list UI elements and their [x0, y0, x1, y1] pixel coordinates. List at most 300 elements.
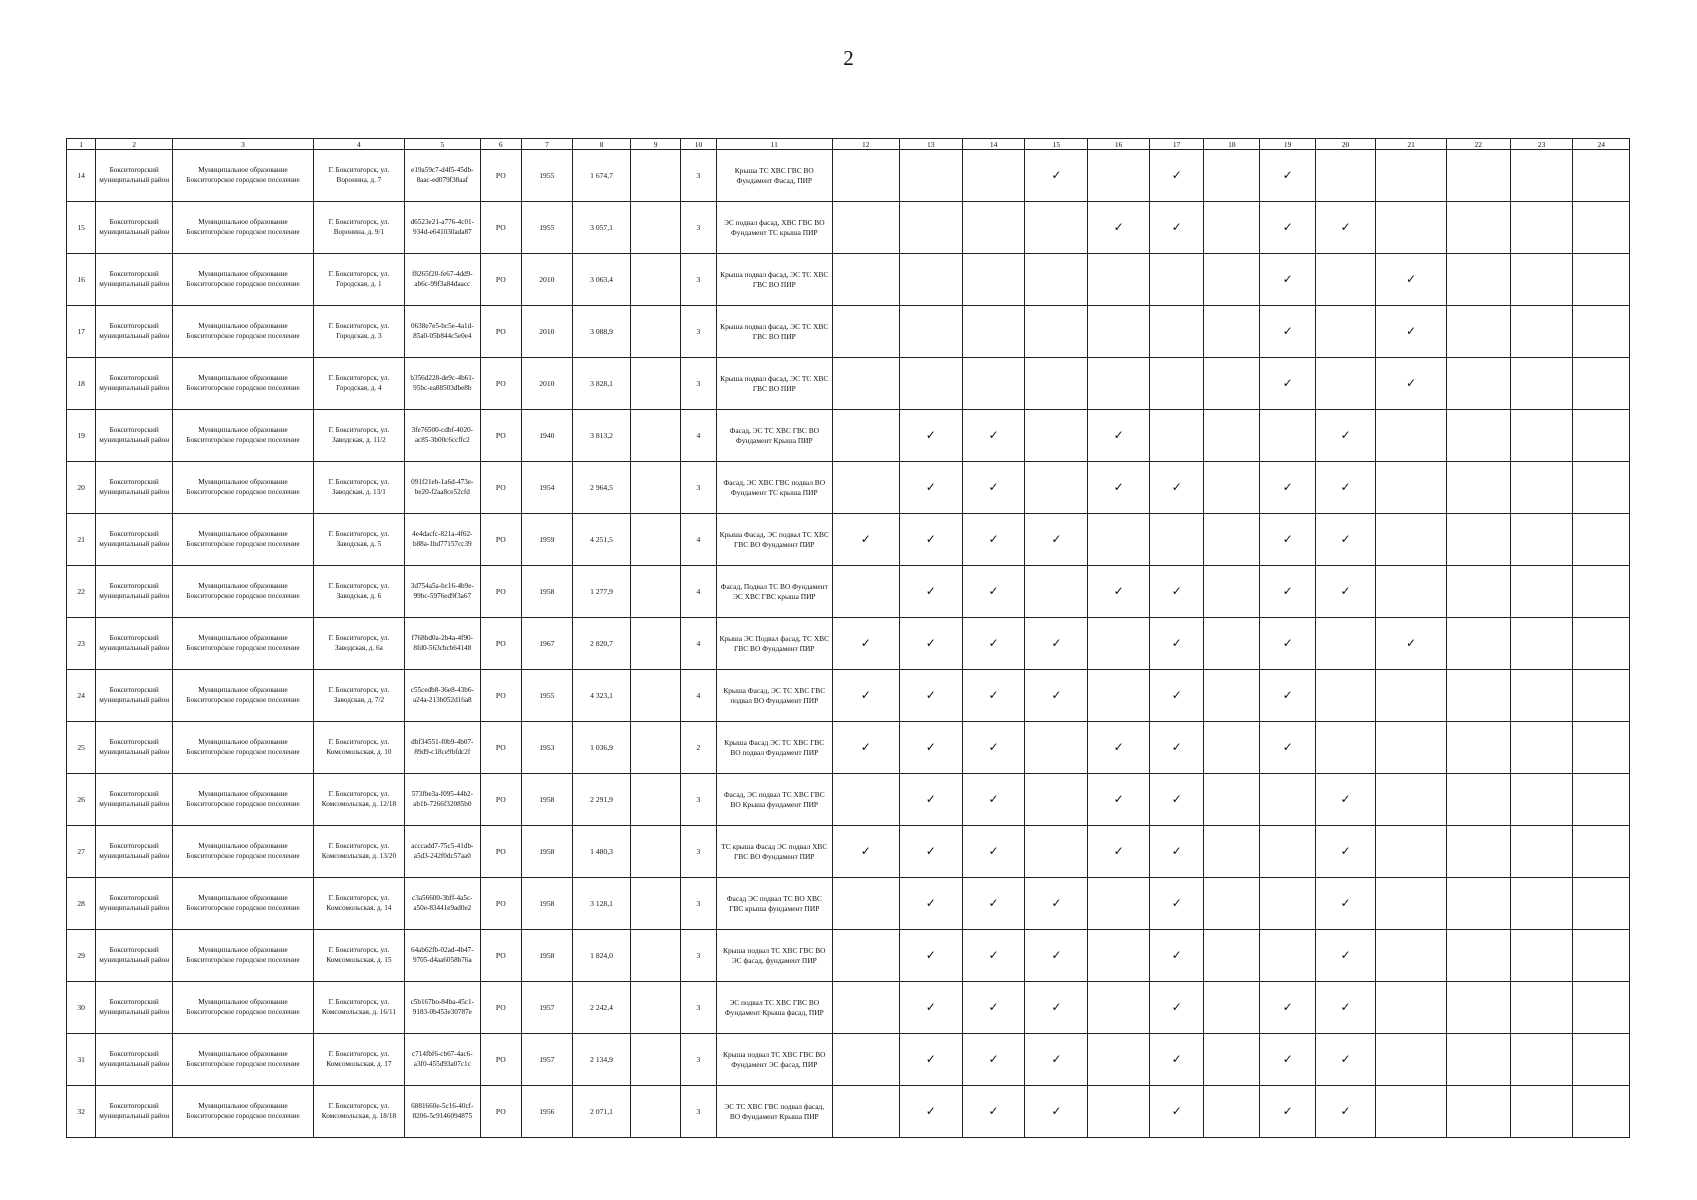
checkmark-cell: ✓ — [962, 566, 1025, 618]
empty-cell — [1510, 826, 1573, 878]
checkmark-cell: ✓ — [832, 722, 899, 774]
building-id-cell: f8265f20-fe67-4dd9-ab6c-99f3a84daacc — [404, 254, 480, 306]
works-cell: Крыша Фасад, ЭС подвал ТС ХВС ГВС ВО Фундамент ПИР — [716, 514, 832, 566]
empty-cell — [1573, 150, 1630, 202]
table-row — [67, 670, 1630, 722]
empty-cell — [1260, 878, 1315, 930]
year-cell: 1957 — [521, 1034, 572, 1086]
col9-cell — [631, 514, 681, 566]
empty-cell — [1204, 462, 1260, 514]
checkmark-cell: ✓ — [832, 670, 899, 722]
ro-cell: РО — [480, 982, 521, 1034]
municipality-cell: Муниципальное образование Бокситогорское городское поселение — [173, 1034, 314, 1086]
col9-cell — [631, 670, 681, 722]
checkmark-cell: ✓ — [899, 878, 962, 930]
row-number: 25 — [67, 722, 96, 774]
col9-cell — [631, 358, 681, 410]
empty-cell — [1204, 618, 1260, 670]
address-cell: Г. Бокситогорск, ул. Комсомольская, д. 14 — [313, 878, 404, 930]
empty-cell — [1510, 722, 1573, 774]
checkmark-cell: ✓ — [1376, 254, 1446, 306]
checkmark-cell: ✓ — [962, 722, 1025, 774]
works-cell: Крыша подвал фасад, ЭС ТС ХВС ГВС ВО ПИР — [716, 358, 832, 410]
table-row — [67, 982, 1630, 1034]
checkmark-cell: ✓ — [1260, 462, 1315, 514]
address-cell: Г. Бокситогорск, ул. Городская, д. 4 — [313, 358, 404, 410]
empty-cell — [1376, 462, 1446, 514]
checkmark-cell: ✓ — [1376, 306, 1446, 358]
empty-cell — [832, 566, 899, 618]
empty-cell — [1204, 1086, 1260, 1138]
count-cell: 3 — [681, 306, 717, 358]
empty-cell — [1204, 202, 1260, 254]
checkmark-cell: ✓ — [1150, 1086, 1204, 1138]
empty-cell — [1573, 826, 1630, 878]
col9-cell — [631, 462, 681, 514]
empty-cell — [832, 358, 899, 410]
empty-cell — [1088, 618, 1150, 670]
col9-cell — [631, 618, 681, 670]
building-id-cell: acccadd7-75c5-41db-a5d3-242f0dc57aa0 — [404, 826, 480, 878]
ro-cell: РО — [480, 202, 521, 254]
empty-cell — [899, 358, 962, 410]
checkmark-cell: ✓ — [1150, 566, 1204, 618]
col9-cell — [631, 306, 681, 358]
empty-cell — [1204, 930, 1260, 982]
checkmark-cell: ✓ — [1150, 722, 1204, 774]
checkmark-cell: ✓ — [962, 774, 1025, 826]
count-cell: 3 — [681, 982, 717, 1034]
address-cell: Г. Бокситогорск, ул. Заводская, д. 6а — [313, 618, 404, 670]
area-cell: 3 828,1 — [572, 358, 630, 410]
empty-cell — [1088, 982, 1150, 1034]
checkmark-cell: ✓ — [1260, 982, 1315, 1034]
works-cell: ЭС ТС ХВС ГВС подвал фасад, ВО Фундамент Крыша ПИР — [716, 1086, 832, 1138]
district-cell: Бокситогорский муниципальный район — [96, 878, 173, 930]
empty-cell — [1446, 566, 1510, 618]
empty-cell — [1204, 358, 1260, 410]
checkmark-cell: ✓ — [899, 1034, 962, 1086]
empty-cell — [1204, 410, 1260, 462]
year-cell: 1958 — [521, 566, 572, 618]
column-header-6: 6 — [480, 139, 521, 150]
header-row — [67, 139, 1630, 150]
empty-cell — [1376, 514, 1446, 566]
col9-cell — [631, 566, 681, 618]
building-id-cell: 091f21eb-1a6d-473e-be20-f2aa8ce52cfd — [404, 462, 480, 514]
count-cell: 4 — [681, 514, 717, 566]
table-row — [67, 566, 1630, 618]
works-cell: Крыша подвал ТС ХВС ГВС ВО ЭС фасад, фундамент ПИР — [716, 930, 832, 982]
empty-cell — [1376, 878, 1446, 930]
checkmark-cell: ✓ — [832, 826, 899, 878]
ro-cell: РО — [480, 930, 521, 982]
empty-cell — [832, 878, 899, 930]
empty-cell — [1376, 1034, 1446, 1086]
area-cell: 1 480,3 — [572, 826, 630, 878]
municipality-cell: Муниципальное образование Бокситогорское городское поселение — [173, 618, 314, 670]
year-cell: 1955 — [521, 670, 572, 722]
empty-cell — [1315, 722, 1376, 774]
checkmark-cell: ✓ — [1025, 1034, 1088, 1086]
empty-cell — [1204, 774, 1260, 826]
checkmark-cell: ✓ — [832, 618, 899, 670]
area-cell: 2 964,5 — [572, 462, 630, 514]
empty-cell — [832, 462, 899, 514]
checkmark-cell: ✓ — [1150, 1034, 1204, 1086]
column-header-24: 24 — [1573, 139, 1630, 150]
empty-cell — [1510, 566, 1573, 618]
area-cell: 2 134,9 — [572, 1034, 630, 1086]
row-number: 18 — [67, 358, 96, 410]
district-cell: Бокситогорский муниципальный район — [96, 150, 173, 202]
empty-cell — [1088, 670, 1150, 722]
checkmark-cell: ✓ — [962, 826, 1025, 878]
empty-cell — [1204, 878, 1260, 930]
count-cell: 4 — [681, 670, 717, 722]
ro-cell: РО — [480, 566, 521, 618]
row-number: 15 — [67, 202, 96, 254]
table-row — [67, 358, 1630, 410]
column-header-5: 5 — [404, 139, 480, 150]
municipality-cell: Муниципальное образование Бокситогорское городское поселение — [173, 566, 314, 618]
empty-cell — [1315, 254, 1376, 306]
column-header-4: 4 — [313, 139, 404, 150]
address-cell: Г. Бокситогорск, ул. Воронина, д. 7 — [313, 150, 404, 202]
empty-cell — [1025, 462, 1088, 514]
table-row — [67, 878, 1630, 930]
empty-cell — [832, 1086, 899, 1138]
count-cell: 3 — [681, 1086, 717, 1138]
checkmark-cell: ✓ — [1260, 618, 1315, 670]
building-id-cell: c5b167bo-84ba-45c1-9183-0b453e30787e — [404, 982, 480, 1034]
address-cell: Г. Бокситогорск, ул. Комсомольская, д. 13/20 — [313, 826, 404, 878]
address-cell: Г. Бокситогорск, ул. Заводская, д. 7/2 — [313, 670, 404, 722]
empty-cell — [1025, 306, 1088, 358]
empty-cell — [1573, 670, 1630, 722]
address-cell: Г. Бокситогорск, ул. Комсомольская, д. 12/18 — [313, 774, 404, 826]
checkmark-cell: ✓ — [1025, 930, 1088, 982]
column-header-15: 15 — [1025, 139, 1088, 150]
table-row — [67, 254, 1630, 306]
column-header-1: 1 — [67, 139, 96, 150]
table-body — [67, 150, 1630, 1138]
empty-cell — [1446, 878, 1510, 930]
address-cell: Г. Бокситогорск, ул. Заводская, д. 11/2 — [313, 410, 404, 462]
empty-cell — [1260, 774, 1315, 826]
area-cell: 2 242,4 — [572, 982, 630, 1034]
building-id-cell: 3d754a5a-bc16-4b9e-99bc-5976ed9f3a67 — [404, 566, 480, 618]
municipality-cell: Муниципальное образование Бокситогорское городское поселение — [173, 410, 314, 462]
year-cell: 2010 — [521, 358, 572, 410]
table-row — [67, 774, 1630, 826]
municipality-cell: Муниципальное образование Бокситогорское городское поселение — [173, 358, 314, 410]
checkmark-cell: ✓ — [1025, 878, 1088, 930]
col9-cell — [631, 1034, 681, 1086]
checkmark-cell: ✓ — [899, 774, 962, 826]
table-row — [67, 202, 1630, 254]
empty-cell — [899, 202, 962, 254]
empty-cell — [1260, 930, 1315, 982]
col9-cell — [631, 930, 681, 982]
empty-cell — [1573, 566, 1630, 618]
empty-cell — [1446, 826, 1510, 878]
checkmark-cell: ✓ — [1088, 202, 1150, 254]
empty-cell — [1510, 202, 1573, 254]
district-cell: Бокситогорский муниципальный район — [96, 514, 173, 566]
municipality-cell: Муниципальное образование Бокситогорское городское поселение — [173, 254, 314, 306]
district-cell: Бокситогорский муниципальный район — [96, 202, 173, 254]
year-cell: 1958 — [521, 878, 572, 930]
district-cell: Бокситогорский муниципальный район — [96, 462, 173, 514]
empty-cell — [1446, 982, 1510, 1034]
row-number: 26 — [67, 774, 96, 826]
checkmark-cell: ✓ — [1150, 462, 1204, 514]
empty-cell — [1510, 410, 1573, 462]
works-cell: Крыша Фасад ЭС ТС ХВС ГВС ВО подвал Фундамент ПИР — [716, 722, 832, 774]
empty-cell — [1446, 358, 1510, 410]
empty-cell — [1025, 202, 1088, 254]
area-cell: 2 291,9 — [572, 774, 630, 826]
checkmark-cell: ✓ — [832, 514, 899, 566]
checkmark-cell: ✓ — [962, 514, 1025, 566]
row-number: 27 — [67, 826, 96, 878]
checkmark-cell: ✓ — [1260, 670, 1315, 722]
col9-cell — [631, 1086, 681, 1138]
empty-cell — [1510, 878, 1573, 930]
works-cell: ЭС подвал фасад, ХВС ГВС ВО Фундамент ТС крыша ПИР — [716, 202, 832, 254]
building-id-cell: f768bd0a-2b4a-4f90-8fd0-563cbcb64148 — [404, 618, 480, 670]
checkmark-cell: ✓ — [1088, 410, 1150, 462]
empty-cell — [1150, 514, 1204, 566]
checkmark-cell: ✓ — [1150, 202, 1204, 254]
year-cell: 1955 — [521, 150, 572, 202]
count-cell: 3 — [681, 774, 717, 826]
table-row — [67, 826, 1630, 878]
empty-cell — [1150, 306, 1204, 358]
col9-cell — [631, 722, 681, 774]
checkmark-cell: ✓ — [1315, 982, 1376, 1034]
column-header-12: 12 — [832, 139, 899, 150]
column-header-17: 17 — [1150, 139, 1204, 150]
empty-cell — [1088, 358, 1150, 410]
empty-cell — [1446, 930, 1510, 982]
empty-cell — [832, 254, 899, 306]
empty-cell — [1204, 566, 1260, 618]
empty-cell — [1446, 462, 1510, 514]
checkmark-cell: ✓ — [1088, 462, 1150, 514]
checkmark-cell: ✓ — [962, 1034, 1025, 1086]
area-cell: 1 674,7 — [572, 150, 630, 202]
empty-cell — [1446, 774, 1510, 826]
area-cell: 4 323,1 — [572, 670, 630, 722]
empty-cell — [1510, 670, 1573, 722]
col9-cell — [631, 150, 681, 202]
empty-cell — [1376, 202, 1446, 254]
building-id-cell: 573fbe3a-f095-44b2-ab1b-7266f32085b0 — [404, 774, 480, 826]
column-header-8: 8 — [572, 139, 630, 150]
empty-cell — [1315, 670, 1376, 722]
year-cell: 1967 — [521, 618, 572, 670]
checkmark-cell: ✓ — [962, 1086, 1025, 1138]
empty-cell — [1025, 774, 1088, 826]
works-cell: Фасад, ЭС ХВС ГВС подвал ВО Фундамент ТС крыша ПИР — [716, 462, 832, 514]
checkmark-cell: ✓ — [1150, 618, 1204, 670]
address-cell: Г. Бокситогорск, ул. Комсомольская, д. 17 — [313, 1034, 404, 1086]
table-row — [67, 722, 1630, 774]
empty-cell — [1204, 1034, 1260, 1086]
works-cell: Фасад, ЭС подвал ТС ХВС ГВС ВО Крыша фундамент ПИР — [716, 774, 832, 826]
empty-cell — [1510, 618, 1573, 670]
municipality-cell: Муниципальное образование Бокситогорское городское поселение — [173, 982, 314, 1034]
year-cell: 1957 — [521, 982, 572, 1034]
district-cell: Бокситогорский муниципальный район — [96, 358, 173, 410]
count-cell: 3 — [681, 462, 717, 514]
empty-cell — [1510, 306, 1573, 358]
empty-cell — [1025, 826, 1088, 878]
ro-cell: РО — [480, 410, 521, 462]
empty-cell — [1376, 930, 1446, 982]
empty-cell — [962, 150, 1025, 202]
empty-cell — [1510, 254, 1573, 306]
row-number: 16 — [67, 254, 96, 306]
empty-cell — [1573, 202, 1630, 254]
empty-cell — [1088, 930, 1150, 982]
checkmark-cell: ✓ — [1260, 358, 1315, 410]
checkmark-cell: ✓ — [899, 514, 962, 566]
empty-cell — [832, 982, 899, 1034]
checkmark-cell: ✓ — [962, 410, 1025, 462]
district-cell: Бокситогорский муниципальный район — [96, 722, 173, 774]
count-cell: 4 — [681, 618, 717, 670]
empty-cell — [1204, 670, 1260, 722]
checkmark-cell: ✓ — [1315, 1086, 1376, 1138]
address-cell: Г. Бокситогорск, ул. Воронина, д. 9/1 — [313, 202, 404, 254]
year-cell: 2010 — [521, 306, 572, 358]
row-number: 17 — [67, 306, 96, 358]
row-number: 29 — [67, 930, 96, 982]
area-cell: 1 277,9 — [572, 566, 630, 618]
area-cell: 3 813,2 — [572, 410, 630, 462]
municipality-cell: Муниципальное образование Бокситогорское городское поселение — [173, 670, 314, 722]
column-header-10: 10 — [681, 139, 717, 150]
district-cell: Бокситогорский муниципальный район — [96, 670, 173, 722]
empty-cell — [1025, 410, 1088, 462]
empty-cell — [1573, 462, 1630, 514]
district-cell: Бокситогорский муниципальный район — [96, 566, 173, 618]
count-cell: 3 — [681, 254, 717, 306]
row-number: 30 — [67, 982, 96, 1034]
area-cell: 2 071,1 — [572, 1086, 630, 1138]
building-id-cell: dbf34551-f0b9-4b07-89d9-c18ce9bfdc2f — [404, 722, 480, 774]
checkmark-cell: ✓ — [1088, 826, 1150, 878]
empty-cell — [1025, 722, 1088, 774]
year-cell: 1940 — [521, 410, 572, 462]
empty-cell — [1510, 1086, 1573, 1138]
checkmark-cell: ✓ — [1260, 722, 1315, 774]
col9-cell — [631, 826, 681, 878]
checkmark-cell: ✓ — [1315, 566, 1376, 618]
empty-cell — [832, 306, 899, 358]
empty-cell — [1204, 254, 1260, 306]
empty-cell — [1025, 358, 1088, 410]
count-cell: 3 — [681, 358, 717, 410]
building-id-cell: 3fe76500-cdbf-4020-ac85-3b00c6ccffc2 — [404, 410, 480, 462]
address-cell: Г. Бокситогорск, ул. Городская, д. 1 — [313, 254, 404, 306]
checkmark-cell: ✓ — [899, 1086, 962, 1138]
empty-cell — [1573, 930, 1630, 982]
empty-cell — [1573, 878, 1630, 930]
checkmark-cell: ✓ — [1025, 150, 1088, 202]
area-cell: 3 057,1 — [572, 202, 630, 254]
empty-cell — [1573, 1086, 1630, 1138]
empty-cell — [1446, 306, 1510, 358]
checkmark-cell: ✓ — [1025, 670, 1088, 722]
district-cell: Бокситогорский муниципальный район — [96, 1086, 173, 1138]
address-cell: Г. Бокситогорск, ул. Заводская, д. 6 — [313, 566, 404, 618]
empty-cell — [899, 254, 962, 306]
checkmark-cell: ✓ — [1150, 930, 1204, 982]
empty-cell — [1150, 254, 1204, 306]
district-cell: Бокситогорский муниципальный район — [96, 306, 173, 358]
ro-cell: РО — [480, 670, 521, 722]
building-id-cell: 0638e7e5-bc5e-4a1d-85a0-05b844c5e0e4 — [404, 306, 480, 358]
column-header-14: 14 — [962, 139, 1025, 150]
municipality-cell: Муниципальное образование Бокситогорское городское поселение — [173, 202, 314, 254]
row-number: 22 — [67, 566, 96, 618]
district-cell: Бокситогорский муниципальный район — [96, 826, 173, 878]
registry-table — [66, 138, 1630, 1138]
column-header-21: 21 — [1376, 139, 1446, 150]
table-row — [67, 410, 1630, 462]
empty-cell — [1315, 150, 1376, 202]
empty-cell — [1376, 826, 1446, 878]
checkmark-cell: ✓ — [1260, 254, 1315, 306]
checkmark-cell: ✓ — [1260, 514, 1315, 566]
empty-cell — [1260, 826, 1315, 878]
col9-cell — [631, 774, 681, 826]
checkmark-cell: ✓ — [899, 410, 962, 462]
empty-cell — [1376, 982, 1446, 1034]
ro-cell: РО — [480, 254, 521, 306]
empty-cell — [899, 306, 962, 358]
checkmark-cell: ✓ — [1315, 826, 1376, 878]
empty-cell — [1088, 150, 1150, 202]
empty-cell — [1573, 982, 1630, 1034]
empty-cell — [1446, 514, 1510, 566]
empty-cell — [1446, 150, 1510, 202]
empty-cell — [1510, 514, 1573, 566]
checkmark-cell: ✓ — [899, 826, 962, 878]
checkmark-cell: ✓ — [1025, 982, 1088, 1034]
checkmark-cell: ✓ — [1315, 1034, 1376, 1086]
checkmark-cell: ✓ — [1315, 202, 1376, 254]
ro-cell: РО — [480, 306, 521, 358]
area-cell: 3 063,4 — [572, 254, 630, 306]
checkmark-cell: ✓ — [899, 982, 962, 1034]
count-cell: 3 — [681, 826, 717, 878]
row-number: 31 — [67, 1034, 96, 1086]
col9-cell — [631, 254, 681, 306]
building-id-cell: 6881660e-5c16-40cf-8206-5c9146094875 — [404, 1086, 480, 1138]
empty-cell — [1204, 826, 1260, 878]
row-number: 14 — [67, 150, 96, 202]
building-id-cell: 64ab62fb-02ad-4b47-9705-d4aa6058b76a — [404, 930, 480, 982]
row-number: 32 — [67, 1086, 96, 1138]
empty-cell — [1376, 1086, 1446, 1138]
empty-cell — [962, 306, 1025, 358]
ro-cell: РО — [480, 826, 521, 878]
